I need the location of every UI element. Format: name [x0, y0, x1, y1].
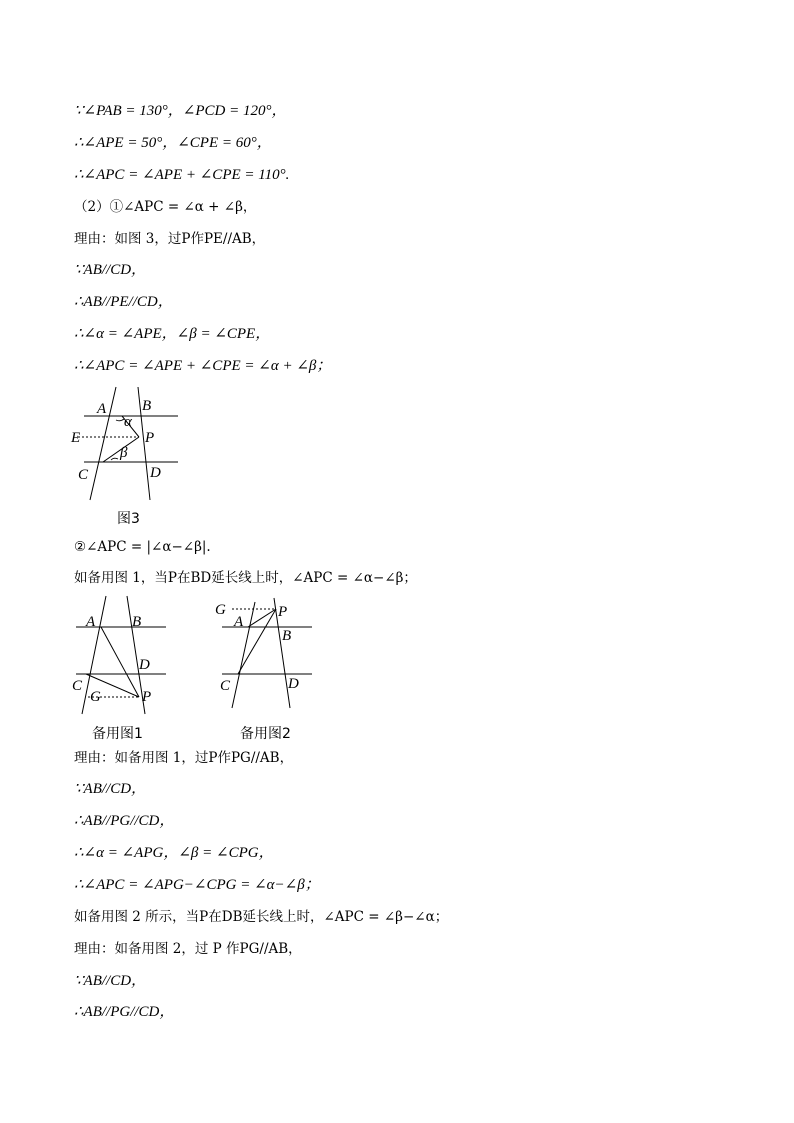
label-A: A — [234, 614, 244, 630]
caption-spare1: 备用图1 — [92, 726, 143, 742]
label-D: D — [139, 657, 150, 673]
label-B: B — [142, 398, 152, 414]
label-beta: β — [120, 445, 128, 461]
text-line-1: ∵∠PAB = 130°，∠PCD = 120°， — [74, 103, 287, 119]
text-line-11: 如备用图 1，当P在BD延长线上时，∠APC = ∠α−∠β； — [74, 570, 417, 586]
text-line-6: ∵AB//CD， — [74, 262, 147, 278]
label-C: C — [72, 678, 83, 694]
label-A: A — [86, 614, 96, 630]
figure-3 — [66, 385, 186, 505]
label-C: C — [78, 467, 89, 483]
text-line-10: ②∠APC = |∠α−∠β|. — [74, 539, 211, 555]
text-line-2: ∴∠APE = 50°，∠CPE = 60°， — [74, 135, 272, 151]
text-line-14: ∴AB//PG//CD， — [74, 813, 175, 829]
label-alpha: α — [124, 414, 132, 430]
label-P: P — [145, 430, 155, 446]
text-line-8: ∴∠α = ∠APE，∠β = ∠CPE， — [74, 326, 271, 342]
label-B: B — [282, 628, 292, 644]
text-line-19: ∵AB//CD， — [74, 973, 147, 989]
spare-figure-2 — [212, 596, 322, 711]
label-B: B — [132, 614, 142, 630]
label-P: P — [142, 689, 152, 705]
label-E: E — [71, 430, 81, 446]
label-A: A — [97, 401, 107, 417]
caption-fig3: 图3 — [117, 511, 140, 527]
label-G: G — [90, 689, 101, 705]
text-line-3: ∴∠APC = ∠APE + ∠CPE = 110°. — [74, 167, 290, 183]
text-line-17: 如备用图 2 所示，当P在DB延长线上时，∠APC = ∠β−∠α； — [74, 909, 449, 925]
label-P: P — [278, 604, 288, 620]
spare-figure-1 — [66, 594, 176, 719]
text-line-4: （2）①∠APC = ∠α + ∠β， — [74, 199, 257, 215]
text-line-15: ∴∠α = ∠APG，∠β = ∠CPG， — [74, 845, 274, 861]
label-D: D — [150, 465, 161, 481]
text-line-16: ∴∠APC = ∠APG−∠CPG = ∠α−∠β； — [74, 877, 320, 893]
text-line-9: ∴∠APC = ∠APE + ∠CPE = ∠α + ∠β； — [74, 358, 332, 374]
text-line-18: 理由：如备用图 2，过 P 作PG//AB， — [74, 941, 302, 957]
text-line-5: 理由：如图 3，过P作PE//AB， — [74, 231, 266, 247]
label-G: G — [215, 602, 226, 618]
text-line-13: ∵AB//CD， — [74, 781, 147, 797]
label-D: D — [288, 676, 299, 692]
text-line-12: 理由：如备用图 1，过P作PG//AB， — [74, 750, 294, 766]
text-line-7: ∴AB//PE//CD， — [74, 294, 173, 310]
text-line-20: ∴AB//PG//CD， — [74, 1004, 175, 1020]
caption-spare2: 备用图2 — [240, 726, 291, 742]
label-C: C — [220, 678, 231, 694]
